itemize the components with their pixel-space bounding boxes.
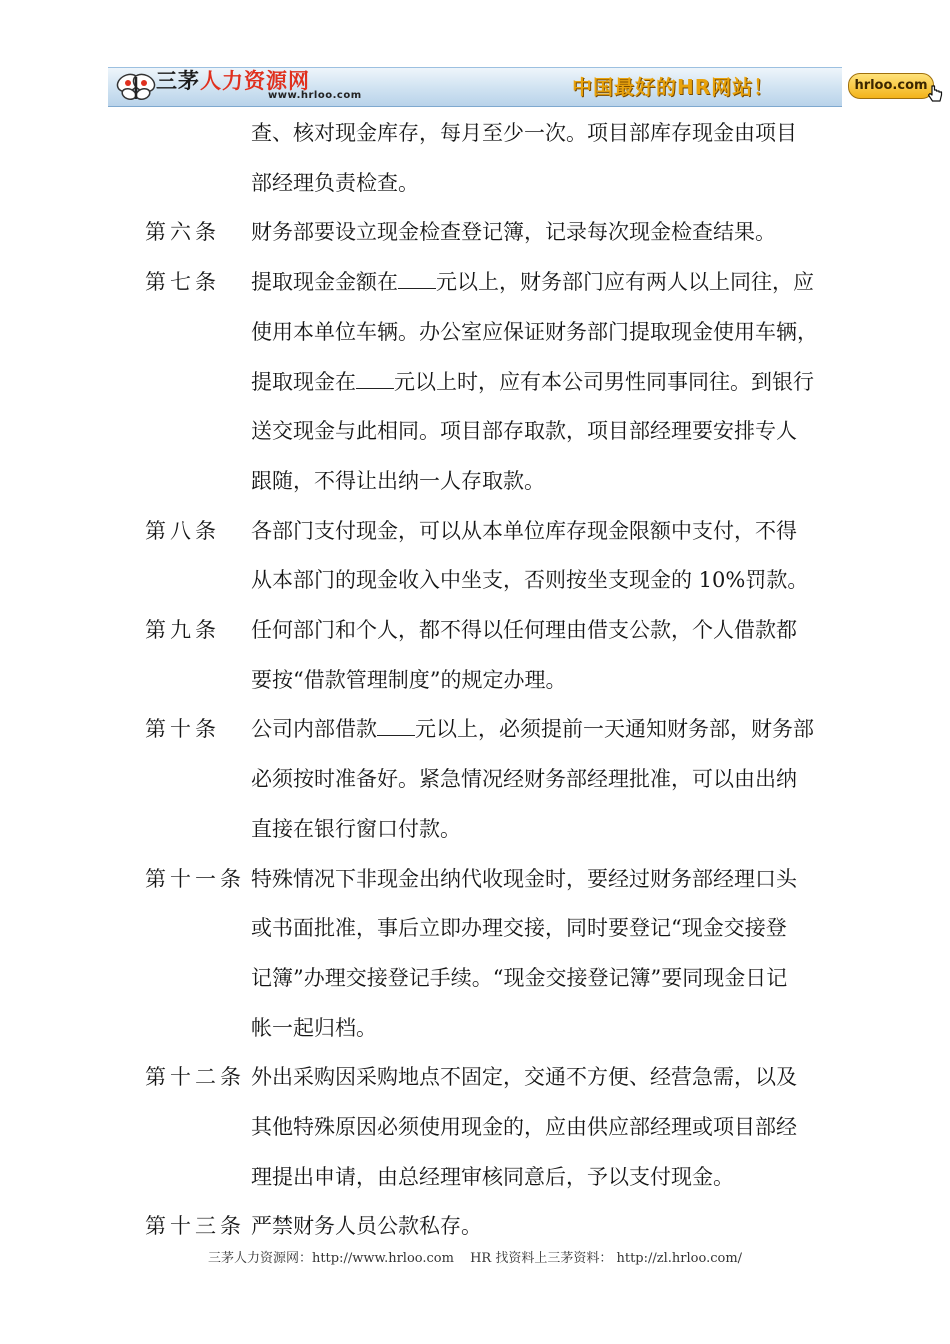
article-text-line <box>251 516 797 546</box>
article-label: 第十一条 <box>145 867 245 891</box>
article-text-line <box>251 814 461 844</box>
article-label: 第六条 <box>145 220 220 244</box>
text-segment: 元以上，财务部门应有两人以上同往，应 <box>436 270 814 294</box>
article-text-line <box>251 168 419 198</box>
article-text-line <box>251 267 814 297</box>
slogan: 中国最好的HR网站！ <box>572 75 775 99</box>
text-segment: 公司内部借款 <box>251 717 377 741</box>
text-segment: 或书面批准，事后立即办理交接，同时要登记“现金交接登 <box>251 916 787 940</box>
footer-site: 三茅人力资源网：http://www.hrloo.com <box>207 1251 454 1266</box>
text-segment: 帐一起归档。 <box>251 1016 377 1040</box>
text-segment: 查、核对现金库存，每月至少一次。项目部库存现金由项目 <box>251 121 797 145</box>
article-text-line <box>251 963 787 993</box>
article-text-line <box>251 714 814 744</box>
article-text-line <box>251 615 797 645</box>
brand-url: www.hrloo.com <box>268 90 362 101</box>
text-segment: 理提出申请，由总经理审核同意后，予以支付现金。 <box>251 1165 734 1189</box>
brand-part1: 三茅 <box>156 69 200 93</box>
article-label: 第十条 <box>145 717 220 741</box>
text-segment: 严禁财务人员公款私存。 <box>251 1214 482 1238</box>
article-text-line <box>251 317 818 347</box>
amount-blank <box>377 715 415 736</box>
text-segment: 要按“借款管理制度”的规定办理。 <box>251 668 567 692</box>
text-segment: 各部门支付现金，可以从本单位库存现金限额中支付，不得 <box>251 519 797 543</box>
article-text-line <box>251 913 787 943</box>
text-segment: 提取现金在 <box>251 370 356 394</box>
text-segment: 部经理负责检查。 <box>251 171 419 195</box>
page-footer <box>0 1247 950 1266</box>
text-segment: 送交现金与此相同。项目部存取款，项目部经理要安排专人 <box>251 419 797 443</box>
text-segment: 元以上时，应有本公司男性同事同往。到银行 <box>394 370 814 394</box>
text-segment: 元以上，必须提前一天通知财务部，财务部 <box>415 717 814 741</box>
site-badge[interactable]: hrloo.com <box>848 73 934 99</box>
article-text-line <box>251 118 797 148</box>
article-text-line <box>251 565 808 595</box>
hand-pointer-icon <box>926 84 944 104</box>
brand-part2: 人力资源网 <box>200 69 310 93</box>
article-label: 第九条 <box>145 618 220 642</box>
article-text-line <box>251 466 545 496</box>
text-segment: 跟随，不得让出纳一人存取款。 <box>251 469 545 493</box>
article-text-line <box>251 416 797 446</box>
article-text-line <box>251 864 797 894</box>
text-segment: 从本部门的现金收入中坐支，否则按坐支现金的 10%罚款。 <box>251 568 809 592</box>
article-label: 第十三条 <box>145 1214 245 1238</box>
article-label: 第七条 <box>145 270 220 294</box>
article-label: 第八条 <box>145 519 220 543</box>
footer-resource: HR 找资料上三茅资料： http://zl.hrloo.com/ <box>470 1251 743 1266</box>
text-segment: 特殊情况下非现金出纳代收现金时，要经过财务部经理口头 <box>251 867 797 891</box>
article-text-line <box>251 1162 734 1192</box>
text-segment: 直接在银行窗口付款。 <box>251 817 461 841</box>
text-segment: 任何部门和个人，都不得以任何理由借支公款，个人借款都 <box>251 618 797 642</box>
article-text-line <box>251 764 797 794</box>
article-text-line <box>251 1211 482 1241</box>
text-segment: 使用本单位车辆。办公室应保证财务部门提取现金使用车辆， <box>251 320 818 344</box>
text-segment: 外出采购因采购地点不固定，交通不方便、经营急需，以及 <box>251 1065 797 1089</box>
header-banner <box>108 67 928 107</box>
amount-blank <box>356 368 394 389</box>
article-text-line <box>251 1062 797 1092</box>
butterfly-logo-icon <box>114 71 158 103</box>
text-segment: 财务部要设立现金检查登记簿，记录每次现金检查结果。 <box>251 220 776 244</box>
article-text-line <box>251 665 566 695</box>
text-segment: 必须按时准备好。紧急情况经财务部经理批准，可以由出纳 <box>251 767 797 791</box>
amount-blank <box>398 268 436 289</box>
article-text-line <box>251 217 776 247</box>
article-text-line <box>251 1013 377 1043</box>
article-label: 第十二条 <box>145 1065 245 1089</box>
text-segment: 提取现金金额在 <box>251 270 398 294</box>
article-text-line <box>251 1112 797 1142</box>
article-text-line <box>251 367 814 397</box>
text-segment: 记簿”办理交接登记手续。“现金交接登记簿”要同现金日记 <box>251 966 788 990</box>
text-segment: 其他特殊原因必须使用现金的，应由供应部经理或项目部经 <box>251 1115 797 1139</box>
